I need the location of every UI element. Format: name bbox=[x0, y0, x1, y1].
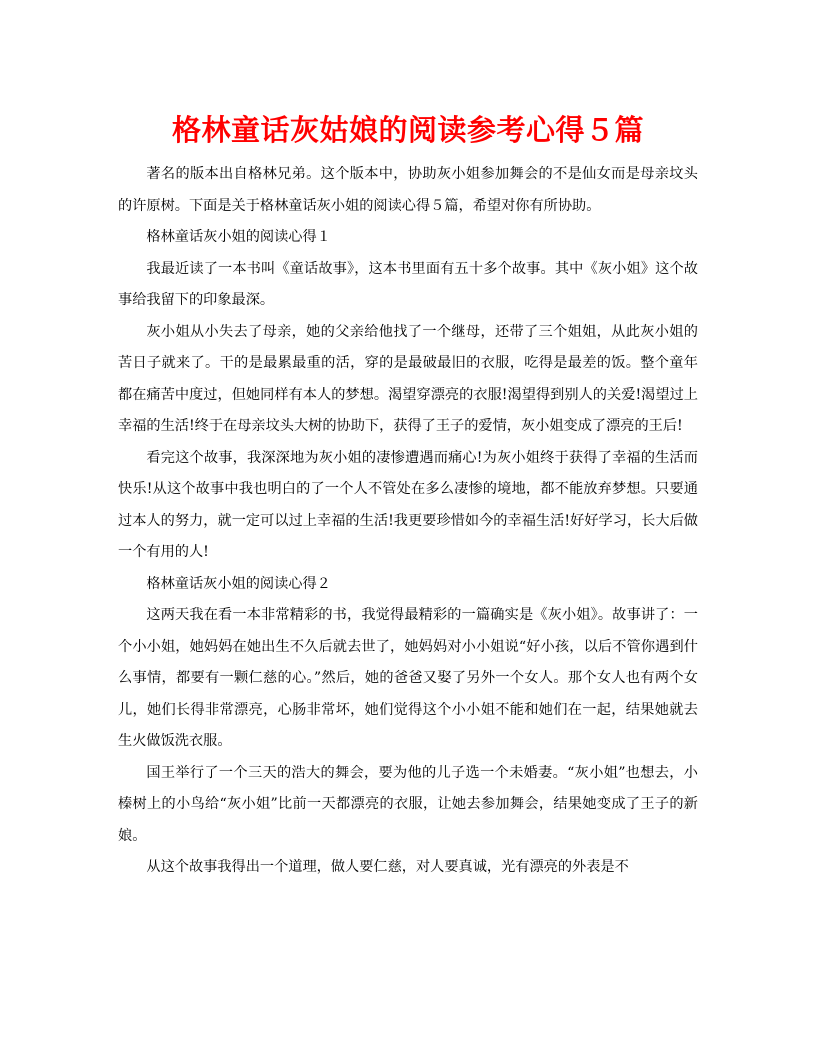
section-heading-1: 格林童话灰小姐的阅读心得１ bbox=[146, 229, 331, 245]
document-page bbox=[118, 108, 698, 884]
body-paragraph: 我最近读了一本书叫《童话故事》，这本书里面有五十多个故事。其中《灰小姐》这个故事给我留下的印象最深。 bbox=[118, 260, 698, 308]
document-title: 格林童话灰姑娘的阅读参考心得５篇 bbox=[171, 113, 644, 147]
intro-paragraph: 著名的版本出自格林兄弟。这个版本中，协助灰小姐参加舞会的不是仙女而是母亲坟头的许原树。下面是关于格林童话灰小姐的阅读心得５篇，希望对你有所协助。 bbox=[118, 166, 698, 214]
body-paragraph: 灰小姐从小失去了母亲，她的父亲给他找了一个继母，还带了三个姐姐，从此灰小姐的苦日子就来了。干的是最累最重的活，穿的是最破最旧的衣服，吃得是最差的饭。整个童年都在痛苦中度过，但她同样有本人的梦想。渴望穿漂亮的衣服!渴望得到别人的关爱!渴望过上幸福的生活!终于在母亲坟头大树的协助下，获得了王子的爱情，灰小姐变成了漂亮的王后! bbox=[118, 323, 698, 434]
body-paragraph: 从这个故事我得出一个道理，做人要仁慈，对人要真诚，光有漂亮的外表是不 bbox=[146, 859, 629, 875]
body-paragraph: 看完这个故事，我深深地为灰小姐的凄惨遭遇而痛心!为灰小姐终于获得了幸福的生活而快乐!从这个故事中我也明白的了一个人不管处在多么凄惨的境地，都不能放弃梦想。只要通过本人的努力，就一定可以过上幸福的生活!我更要珍惜如今的幸福生活!好好学习，长大后做一个有用的人! bbox=[118, 449, 698, 560]
body-paragraph: 国王举行了一个三天的浩大的舞会，要为他的儿子选一个未婚妻。“灰小姐”也想去，小榛树上的小鸟给“灰小姐”比前一天都漂亮的衣服，让她去参加舞会，结果她变成了王子的新娘。 bbox=[118, 764, 698, 844]
section-heading-2: 格林童话灰小姐的阅读心得２ bbox=[146, 575, 331, 592]
body-paragraph: 这两天我在看一本非常精彩的书，我觉得最精彩的一篇确实是《灰小姐》。故事讲了：一个小小姐，她妈妈在她出生不久后就去世了，她妈妈对小小姐说“好小孩，以后不管你遇到什么事情，都要有一颗仁慈的心。”然后，她的爸爸又娶了另外一个女人。那个女人也有两个女儿，她们长得非常漂亮，心肠非常坏，她们觉得这个小小姐不能和她们在一起，结果她就去生火做饭洗衣服。 bbox=[118, 607, 698, 749]
